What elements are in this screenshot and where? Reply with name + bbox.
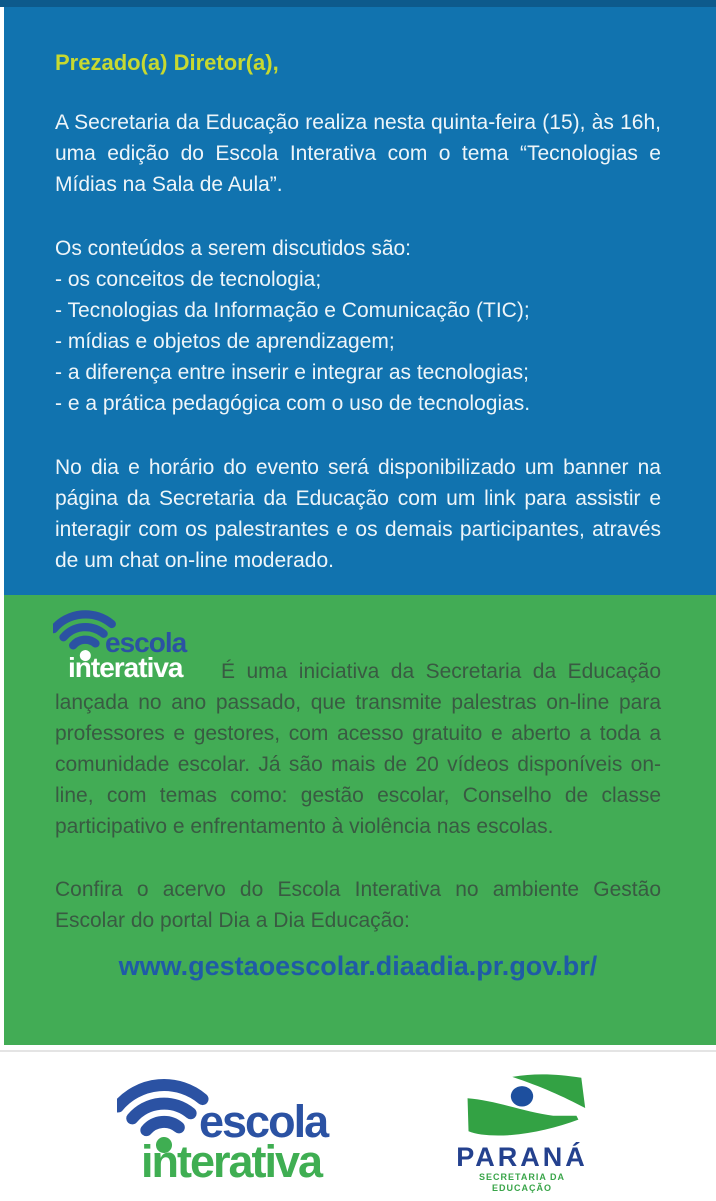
topic-item: - mídias e objetos de aprendizagem;: [55, 330, 395, 353]
logo-word-interativa: interativa: [68, 652, 183, 683]
topic-item: - a diferença entre inserir e integrar as tecnologias;: [55, 361, 529, 384]
logo-word-escola: escola: [199, 1096, 328, 1147]
topics-list: [55, 233, 661, 419]
escola-interativa-logo-large: [117, 1079, 357, 1189]
parana-subtitle: SECRETARIA DA EDUCAÇÃO: [478, 1172, 565, 1193]
parana-secretaria-logo: [448, 1071, 596, 1194]
topics-intro: Os conteúdos a serem discutidos são:: [55, 237, 412, 260]
left-white-strip: [0, 7, 4, 1045]
footer: [0, 1045, 716, 1201]
intro-paragraph: A Secretaria da Educação realiza nesta quinta-feira (15), às 16h, uma edição do Escola Interativa com o tema “Tecnologias e Mídias na Sala de Aula”.: [55, 111, 661, 196]
event-paragraph: No dia e horário do evento será disponibilizado um banner na página da Secretaria da Educação com um link para assistir e interagir com os palestrantes e os demais participantes, através de um chat on-line moderado.: [55, 456, 661, 572]
about-paragraph: [55, 595, 661, 842]
topic-item: - os conceitos de tecnologia;: [55, 268, 322, 291]
escola-interativa-logo: [55, 612, 207, 683]
topic-item: - e a prática pedagógica com o uso de tecnologias.: [55, 392, 531, 415]
topic-item: - Tecnologias da Informação e Comunicação (TIC);: [55, 299, 530, 322]
parana-name: PARANÁ: [456, 1142, 588, 1172]
about-section: [0, 595, 716, 1045]
greeting: Prezado(a) Diretor(a),: [55, 50, 279, 75]
parana-flag-icon: [454, 1071, 590, 1141]
top-accent-bar: [0, 0, 716, 7]
about-text: É uma iniciativa da Secretaria da Educação lançada no ano passado, que transmite palestras on-line para professores e gestores, com acesso gratuito e aberto a toda a comunidade escolar. Já são mais de 20 vídeos disponíveis on-line, com temas como: gestão escolar, Conselho de classe participativo e enfrentamento à violência nas escolas.: [55, 660, 661, 838]
logo-word-interativa: interativa: [141, 1136, 322, 1187]
portal-url-link[interactable]: www.gestaoescolar.diaadia.pr.gov.br/: [118, 951, 598, 981]
cta-paragraph: Confira o acervo do Escola Interativa no ambiente Gestão Escolar do portal Dia a Dia Educação:: [55, 878, 661, 932]
announcement-section: [0, 7, 716, 595]
logo-word-escola: escola: [105, 627, 187, 658]
